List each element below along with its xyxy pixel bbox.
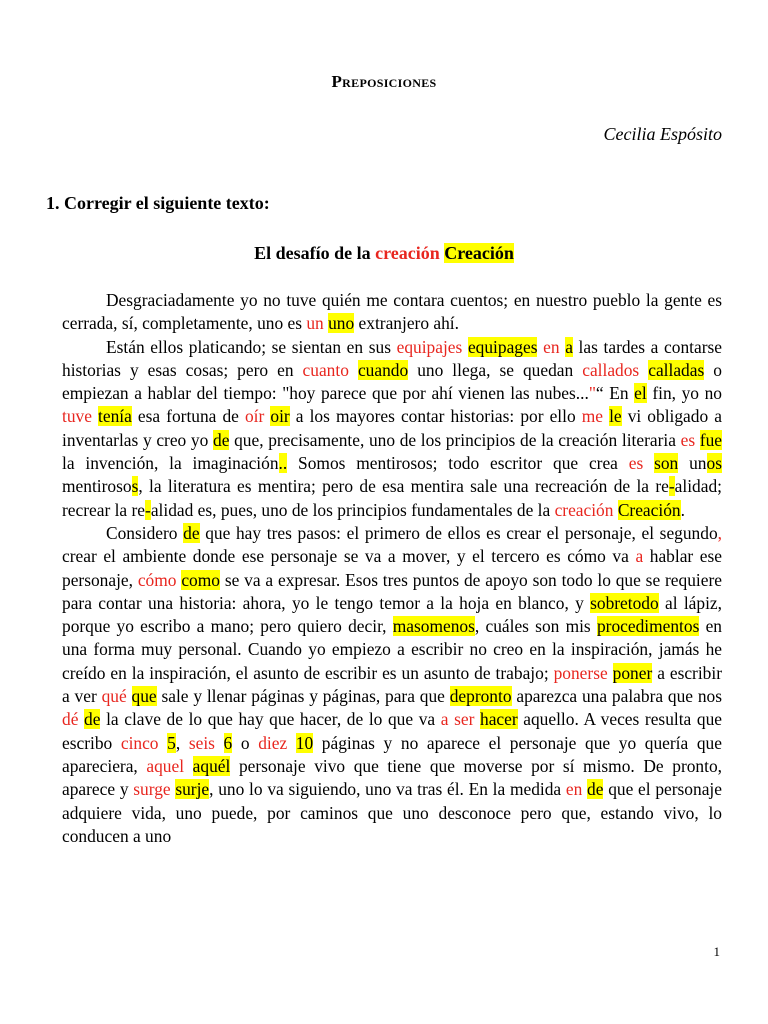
text-run: Desgraciadamente yo no tuve quién me contara cuentos; en nuestro pueblo la gente es cerrada, sí, completamente, uno es xyxy=(62,290,722,334)
error-text: en xyxy=(543,336,560,357)
text-run: vi obligado a inventarlas y creo yo xyxy=(62,406,722,450)
text-run: , xyxy=(175,732,189,753)
text-run: un xyxy=(678,453,707,474)
text-run: extranjero ahí. xyxy=(354,313,459,334)
text-subtitle xyxy=(0,243,768,264)
text-run xyxy=(643,453,654,473)
error-text: en xyxy=(565,779,583,800)
text-run: esa fortuna de xyxy=(131,406,245,427)
correction-text: os xyxy=(706,453,722,474)
text-run: Están ellos platicando; se sientan en sus xyxy=(106,336,397,357)
text-run: páginas y no aparece el personaje que yo quería que apareciera, xyxy=(62,732,722,776)
correction-text: equipages xyxy=(467,336,538,357)
correction-text: calladas xyxy=(648,359,705,380)
correction-text: de xyxy=(213,429,230,450)
correction-text: 6 xyxy=(223,732,233,753)
correction-text: surje xyxy=(175,779,210,800)
text-run: personaje vivo que tiene que moverse por sí mismo. De pronto, aparece y xyxy=(62,755,722,800)
subtitle-correction: Creación xyxy=(444,243,514,263)
text-run: . xyxy=(680,499,685,520)
paragraph xyxy=(62,289,722,336)
correction-text: sobretodo xyxy=(590,592,659,613)
correction-text: que xyxy=(131,686,157,707)
error-text: oír xyxy=(244,406,265,427)
correction-text: - xyxy=(145,499,151,520)
text-run: Considero xyxy=(106,522,184,543)
text-run: “ En xyxy=(595,383,635,404)
text-run: mentiroso xyxy=(62,476,132,497)
correction-text: oir xyxy=(270,406,290,427)
text-run: a los mayores contar historias: por ello xyxy=(289,406,582,427)
correction-text: 10 xyxy=(295,732,314,753)
text-run xyxy=(639,360,648,380)
correction-text: le xyxy=(609,406,622,427)
correction-text: procedimentos xyxy=(596,616,700,637)
error-text: tuve xyxy=(62,406,92,427)
error-text: callados xyxy=(582,359,640,380)
text-run: que el personaje adquiere vida, uno puede, por caminos que uno desconoce pero que, estando vivo, lo conducen a uno xyxy=(62,779,722,846)
text-run: Somos mentirosos; todo escritor que crea xyxy=(287,453,629,474)
text-run: la invención, la imaginación xyxy=(62,453,279,474)
text-run xyxy=(287,733,296,753)
correction-text: .. xyxy=(278,453,288,474)
text-run: alidad es, pues, uno de los principios fundamentales de la xyxy=(150,499,555,520)
correction-text: masomenos xyxy=(392,616,475,637)
text-run: que, precisamente, uno de los principios de la creación literaria xyxy=(229,429,681,450)
text-run: crear el ambiente donde ese personaje se va a mover, y el tercero es cómo va xyxy=(62,546,636,567)
subtitle-prefix: El desafío de la xyxy=(254,243,371,263)
text-run: a escribir a ver xyxy=(62,662,722,707)
error-text: cómo xyxy=(137,569,177,590)
error-text: me xyxy=(581,406,603,427)
text-run: , uno lo va siguiendo, uno va tras él. En la medida xyxy=(209,779,566,800)
error-text: ponerse xyxy=(553,662,608,683)
error-text: creación xyxy=(554,499,614,520)
correction-text: Creación xyxy=(617,499,681,520)
error-text: equipajes xyxy=(396,336,463,357)
correction-text: 5 xyxy=(167,732,176,753)
text-run: se va a expresar. Esos tres puntos de apoyo son todo lo que se requiere para contar una historia: ahora, yo le tengo temor a la hoja en blanco, y xyxy=(62,569,722,613)
correction-text: cuando xyxy=(357,359,409,380)
page-number: 1 xyxy=(713,944,720,959)
correction-text: el xyxy=(634,383,647,404)
text-run: fin, yo no xyxy=(646,383,722,404)
error-text: a ser xyxy=(440,709,475,730)
subtitle-error: creación xyxy=(375,243,440,263)
error-text: un xyxy=(306,313,324,334)
correction-text: - xyxy=(668,476,675,497)
correction-text: son xyxy=(654,453,679,474)
text-run xyxy=(184,756,193,776)
correction-text: tenía xyxy=(98,406,132,427)
exercise-heading: 1. Corregir el siguiente texto: xyxy=(46,193,270,213)
text-run: hablar ese personaje, xyxy=(62,546,722,590)
text-run: o xyxy=(232,732,259,753)
text-run: , cuáles son mis xyxy=(474,616,597,637)
paragraph xyxy=(62,522,722,848)
paragraph xyxy=(62,336,722,522)
text-run: o empiezan a hablar del tiempo: "hoy parece que por ahí vienen las nubes... xyxy=(62,359,722,404)
text-run: sale y llenar páginas y páginas, para que xyxy=(156,686,450,707)
error-text: " xyxy=(588,383,596,404)
error-text: , xyxy=(717,522,722,543)
error-text: cuanto xyxy=(302,359,349,380)
correction-text: s xyxy=(131,476,139,497)
error-text: surge xyxy=(133,779,171,800)
error-text: qué xyxy=(101,686,127,707)
error-text: cinco xyxy=(120,732,159,753)
text-run: las tardes a contarse historias y esas cosas; pero en xyxy=(62,336,722,380)
correction-text: depronto xyxy=(449,686,512,707)
correction-text: aquél xyxy=(192,755,231,776)
error-text: a xyxy=(635,546,644,567)
correction-text: hacer xyxy=(480,709,518,730)
correction-text: poner xyxy=(612,662,653,683)
text-run: , la literatura es mentira; pero de esa mentira sale una recreación de la re xyxy=(138,476,669,497)
text-run xyxy=(159,733,168,753)
error-text: diez xyxy=(258,732,288,753)
text-run xyxy=(215,733,224,753)
correction-text: de xyxy=(84,709,101,730)
correction-text: de xyxy=(587,779,604,800)
error-text: dé xyxy=(62,709,79,730)
text-run: alidad; recrear la re xyxy=(62,476,722,520)
error-text: es xyxy=(680,429,696,450)
text-run: uno llega, se quedan xyxy=(408,359,583,380)
text-run: aquello. A veces resulta que escribo xyxy=(62,709,722,753)
error-text: seis xyxy=(188,732,215,753)
text-run xyxy=(349,360,358,380)
correction-text: a xyxy=(565,336,573,357)
correction-text: uno xyxy=(328,313,355,334)
text-run: aparezca una palabra que nos xyxy=(511,686,722,707)
error-text: aquel xyxy=(146,755,185,776)
text-run: al lápiz, porque yo escribo a mano; pero quiero decir, xyxy=(62,592,722,637)
text-run: en una forma muy personal. Cuando yo empiezo a escribir no creo en la inspiración, jamás he creído en la inspiración, el asunto de escribir es un asunto de trabajo; xyxy=(62,616,722,683)
author-name: Cecilia Espósito xyxy=(603,124,722,144)
error-text: es xyxy=(628,453,644,474)
text-run: que hay tres pasos: el primero de ellos es crear el personaje, el segundo xyxy=(199,522,718,543)
text-run xyxy=(127,686,132,706)
correction-text: de xyxy=(183,522,200,543)
correction-text: como xyxy=(181,569,220,590)
correction-text: fue xyxy=(699,429,722,450)
text-run: la clave de lo que hay que hacer, de lo que va xyxy=(100,709,441,730)
text-run xyxy=(608,663,613,683)
body-text xyxy=(62,289,722,848)
page-title: Preposiciones xyxy=(331,72,437,91)
